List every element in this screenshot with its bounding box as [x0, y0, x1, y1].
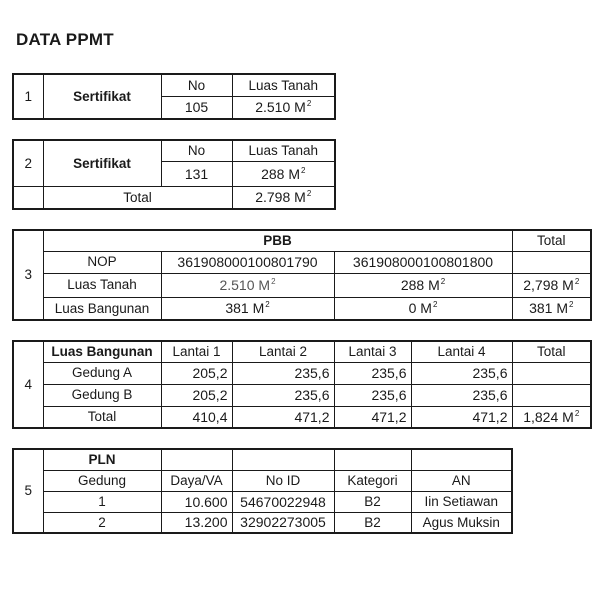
empty-cell	[161, 449, 232, 470]
cell	[512, 384, 591, 406]
pln-header: PLN	[43, 449, 161, 470]
cell: 471,2	[232, 406, 334, 428]
land-area-value-1: 2.510 $M^2$	[161, 273, 334, 297]
land-area-value-2: 288 $M^2$	[334, 273, 512, 297]
nop-value-2: 361908000100801800	[334, 251, 512, 273]
col-header-land-area: Luas Tanah	[232, 140, 335, 161]
cell: 471,2	[411, 406, 512, 428]
cell: 32902273005	[232, 512, 334, 533]
cell: 205,2	[161, 362, 232, 384]
certificate-table-2	[12, 139, 336, 210]
row-index: 1	[13, 74, 43, 119]
col-header: Lantai 3	[334, 341, 411, 362]
cell: 235,6	[334, 362, 411, 384]
certificate-table-1	[12, 73, 336, 120]
col-header-land-area: Luas Tanah	[232, 74, 335, 96]
cell: 13.200	[161, 512, 232, 533]
cell: 1	[43, 491, 161, 512]
cell	[512, 362, 591, 384]
cell: 471,2	[334, 406, 411, 428]
table-row	[13, 491, 512, 512]
land-area-cell: 288 $M^2$	[232, 161, 335, 186]
total-header: Total	[512, 230, 591, 251]
cell: 10.600	[161, 491, 232, 512]
row-label: Gedung A	[43, 362, 161, 384]
row-index: 3	[13, 230, 43, 320]
col-header: AN	[411, 470, 512, 491]
table-row	[13, 362, 591, 384]
cell: 235,6	[232, 384, 334, 406]
col-header-no: No	[161, 140, 232, 161]
land-area-cell: 2.510 $M^2$	[232, 96, 335, 119]
cell: 54670022948	[232, 491, 334, 512]
table-row	[13, 297, 591, 320]
cell: B2	[334, 491, 411, 512]
col-header: Total	[512, 341, 591, 362]
col-header: Gedung	[43, 470, 161, 491]
building-area-value-1: 381 $M^2$	[161, 297, 334, 320]
row-label: NOP	[43, 251, 161, 273]
building-area-table	[12, 340, 592, 429]
col-header: Daya/VA	[161, 470, 232, 491]
certificate-label: Sertifikat	[43, 140, 161, 186]
total-land-area: 2.798 $M^2$	[232, 186, 335, 209]
col-header: Lantai 1	[161, 341, 232, 362]
col-header: Lantai 4	[411, 341, 512, 362]
row-index: 5	[13, 449, 43, 533]
page-title: DATA PPMT	[16, 30, 114, 49]
col-header-no: No	[161, 74, 232, 96]
cell: 235,6	[411, 362, 512, 384]
col-header: Kategori	[334, 470, 411, 491]
row-label: Total	[43, 406, 161, 428]
certificate-label: Sertifikat	[43, 74, 161, 119]
empty-cell	[13, 186, 43, 209]
cell: B2	[334, 512, 411, 533]
table-row	[13, 512, 512, 533]
cell: 235,6	[232, 362, 334, 384]
nop-value-1: 361908000100801790	[161, 251, 334, 273]
cell: Agus Muksin	[411, 512, 512, 533]
empty-cell	[232, 449, 334, 470]
row-index: 2	[13, 140, 43, 186]
empty-cell	[411, 449, 512, 470]
building-area-total: 381 $M^2$	[512, 297, 591, 320]
cell: 2	[43, 512, 161, 533]
col-header: Lantai 2	[232, 341, 334, 362]
row-label: Luas Bangunan	[43, 297, 161, 320]
cell: 205,2	[161, 384, 232, 406]
cell: Iin Setiawan	[411, 491, 512, 512]
total-cell	[512, 251, 591, 273]
building-area-value-2: 0 $M^2$	[334, 297, 512, 320]
cell: 235,6	[334, 384, 411, 406]
certificate-number: 105	[161, 96, 232, 119]
row-label: Gedung B	[43, 384, 161, 406]
grand-total-cell: 1,824 $M^2$	[512, 406, 591, 428]
row-label: Luas Tanah	[43, 273, 161, 297]
table-row	[13, 384, 591, 406]
pbb-table	[12, 229, 592, 321]
empty-cell	[334, 449, 411, 470]
col-header: No ID	[232, 470, 334, 491]
cell: 410,4	[161, 406, 232, 428]
table-row	[13, 251, 591, 273]
cell: 235,6	[411, 384, 512, 406]
col-header: Luas Bangunan	[43, 341, 161, 362]
pbb-header: PBB	[43, 230, 512, 251]
certificate-number: 131	[161, 161, 232, 186]
pln-table	[12, 448, 513, 534]
table-row	[13, 273, 591, 297]
total-label: Total	[43, 186, 232, 209]
land-area-total: 2,798 $M^2$	[512, 273, 591, 297]
table-row	[13, 406, 591, 428]
row-index: 4	[13, 341, 43, 428]
